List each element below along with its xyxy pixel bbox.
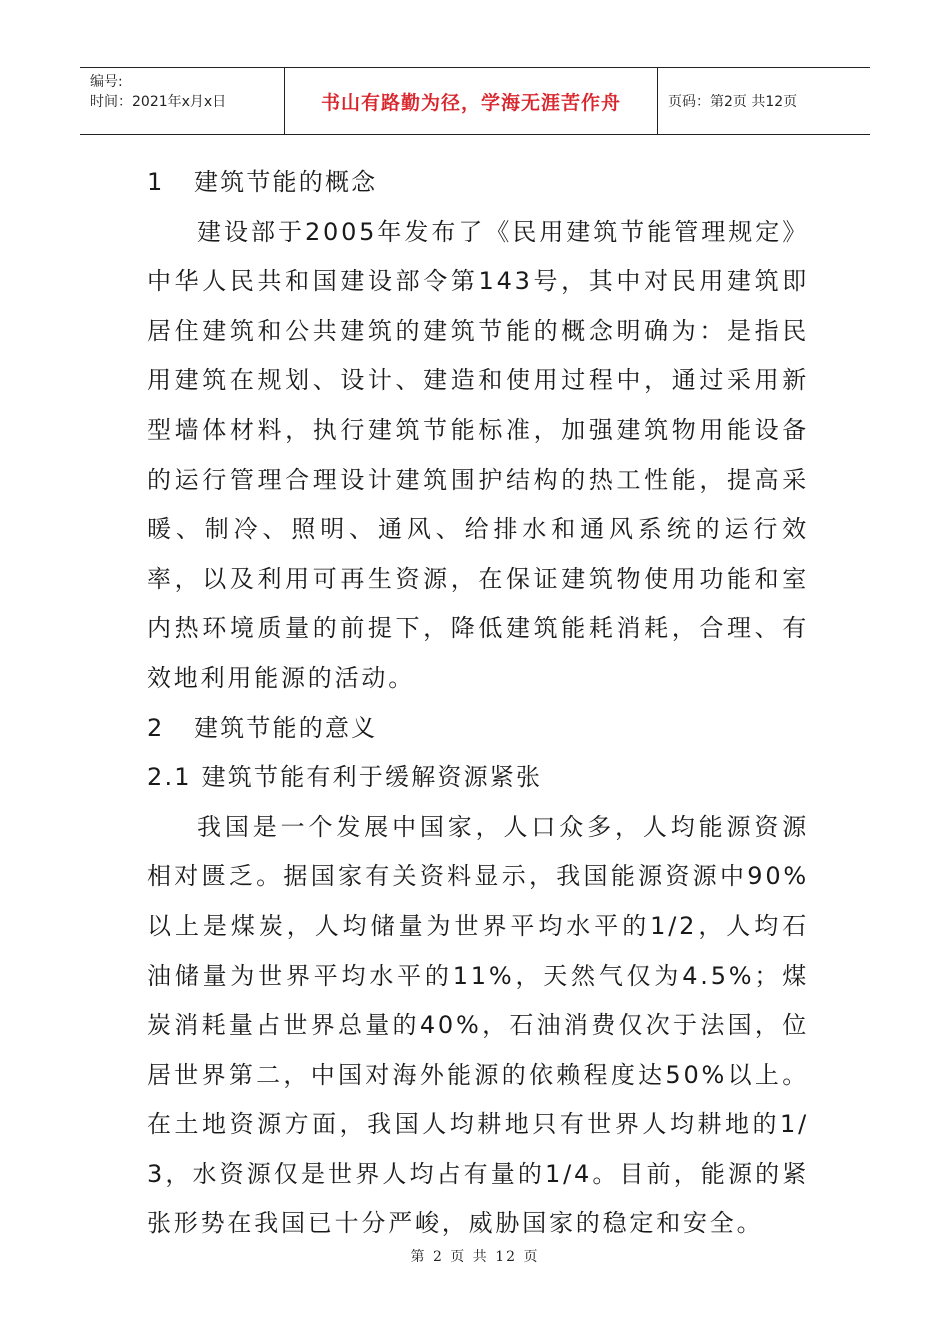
time-label: 时间：2021年x月x日 [90, 94, 227, 110]
section-2-1-paragraph: 我国是一个发展中国家，人口众多，人均能源资源相对匮乏。据国家有关资料显示，我国能源资源中90%以上是煤炭，人均储量为世界平均水平的1/2，人均石油储量为世界平均水平的11%，天然气仅为4.5%；煤炭消耗量占世界总量的40%，石油消费仅次于法国，位居世界第二，中国对海外能源的依赖程度达50%以上。在土地资源方面，我国人均耕地只有世界人均耕地的1/3，水资源仅是世界人均占有量的1/4。目前，能源的紧张形势在我国已十分严峻，威胁国家的稳定和安全。 [147, 812, 809, 1238]
section-1-paragraph: 建设部于2005年发布了《民用建筑节能管理规定》中华人民共和国建设部令第143号，其中对民用建筑即居住建筑和公共建筑的建筑节能的概念明确为：是指民用建筑在规划、设计、建造和使用过程中，通过采用新型墙体材料，执行建筑节能标准，加强建筑物用能设备的运行管理合理设计建筑围护结构的热工性能，提高采暖、制冷、照明、通风、给排水和通风系统的运行效率，以及利用可再生资源，在保证建筑物使用功能和室内热环境质量的前提下，降低建筑能耗消耗，合理、有效地利用能源的活动。 [147, 217, 809, 692]
page-footer: 第 2 页 共 12 页 [410, 1249, 540, 1265]
header-table [80, 67, 870, 135]
section-2-1-heading: 2.1 建筑节能有利于缓解资源紧张 [147, 763, 543, 792]
header-left-cell [80, 68, 285, 134]
header-right-cell [658, 68, 870, 134]
header-page-label: 页码：第2页 共12页 [668, 94, 798, 110]
header-middle-cell [285, 68, 658, 134]
number-label: 编号: [90, 74, 123, 90]
document-body [147, 158, 809, 1249]
section-2-heading: 2 建筑节能的意义 [147, 713, 378, 742]
header-motto: 书山有路勤为径，学海无涯苦作舟 [320, 91, 621, 114]
section-1-heading: 1 建筑节能的概念 [147, 168, 378, 196]
